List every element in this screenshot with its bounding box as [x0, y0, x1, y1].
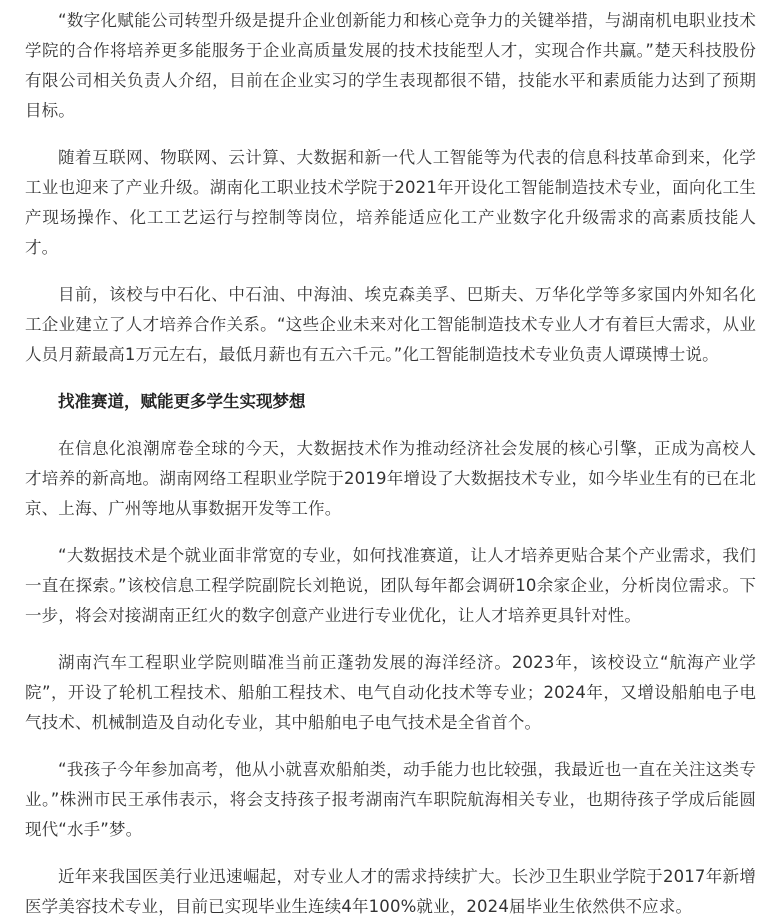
paragraph-big-data-quote: “大数据技术是个就业面非常宽的专业，如何找准赛道，让人才培养更贴合某个产业需求，我们一直在探索。”该校信息工程学院副院长刘艳说，团队每年都会调研10余家企业，分析岗位需求。下一步，将会对接湖南正红火的数字创意产业进行专业优化，让人才培养更具针对性。	[25, 546, 756, 625]
paragraph-marine-economy: 湖南汽车工程职业学院则瞄准当前正蓬勃发展的海洋经济。2023年，该校设立“航海产业学院”，开设了轮机工程技术、船舶工程技术、电气自动化技术等专业；2024年，又增设船舶电子电气技术、机械制造及自动化专业，其中船舶电子电气技术是全省首个。	[25, 653, 756, 732]
paragraph-chemical-intelligent-manufacturing: 随着互联网、物联网、云计算、大数据和新一代人工智能等为代表的信息科技革命到来，化学工业也迎来了产业升级。湖南化工职业技术学院于2021年开设化工智能制造技术专业，面向化工生产现场操作、化工工艺运行与控制等岗位，培养能适应化工产业数字化升级需求的高素质技能人才。	[25, 148, 756, 257]
paragraph-parent-quote: “我孩子今年参加高考，他从小就喜欢船舶类，动手能力也比较强，我最近也一直在关注这类专业。”株洲市民王承伟表示，将会支持孩子报考湖南汽车职院航海相关专业，也期待孩子学成后能圆现代“水手”梦。	[25, 760, 756, 839]
section-heading: 找准赛道，赋能更多学生实现梦想	[58, 392, 306, 411]
paragraph-chutian-cooperation: “数字化赋能公司转型升级是提升企业创新能力和核心竞争力的关键举措，与湖南机电职业技术学院的合作将培养更多能服务于企业高质量发展的技术技能型人才，实现合作共赢。”楚天科技股份有限公司相关负责人介绍，目前在企业实习的学生表现都很不错，技能水平和素质能力达到了预期目标。	[25, 11, 756, 120]
paragraph-chemical-enterprise-partners: 目前，该校与中石化、中石油、中海油、埃克森美孚、巴斯夫、万华化学等多家国内外知名化工企业建立了人才培养合作关系。“这些企业未来对化工智能制造技术专业人才有着巨大需求，从业人员月薪最高1万元左右，最低月薪也有五六千元。”化工智能制造技术专业负责人谭瑛博士说。	[25, 285, 756, 364]
paragraph-medical-beauty: 近年来我国医美行业迅速崛起，对专业人才的需求持续扩大。长沙卫生职业学院于2017年新增医学美容技术专业，目前已实现毕业生连续4年100%就业，2024届毕业生依然供不应求。	[25, 867, 756, 916]
paragraph-big-data-major: 在信息化浪潮席卷全球的今天，大数据技术作为推动经济社会发展的核心引擎，正成为高校人才培养的新高地。湖南网络工程职业学院于2019年增设了大数据技术专业，如今毕业生有的已在北京、上海、广州等地从事数据开发等工作。	[25, 439, 756, 518]
